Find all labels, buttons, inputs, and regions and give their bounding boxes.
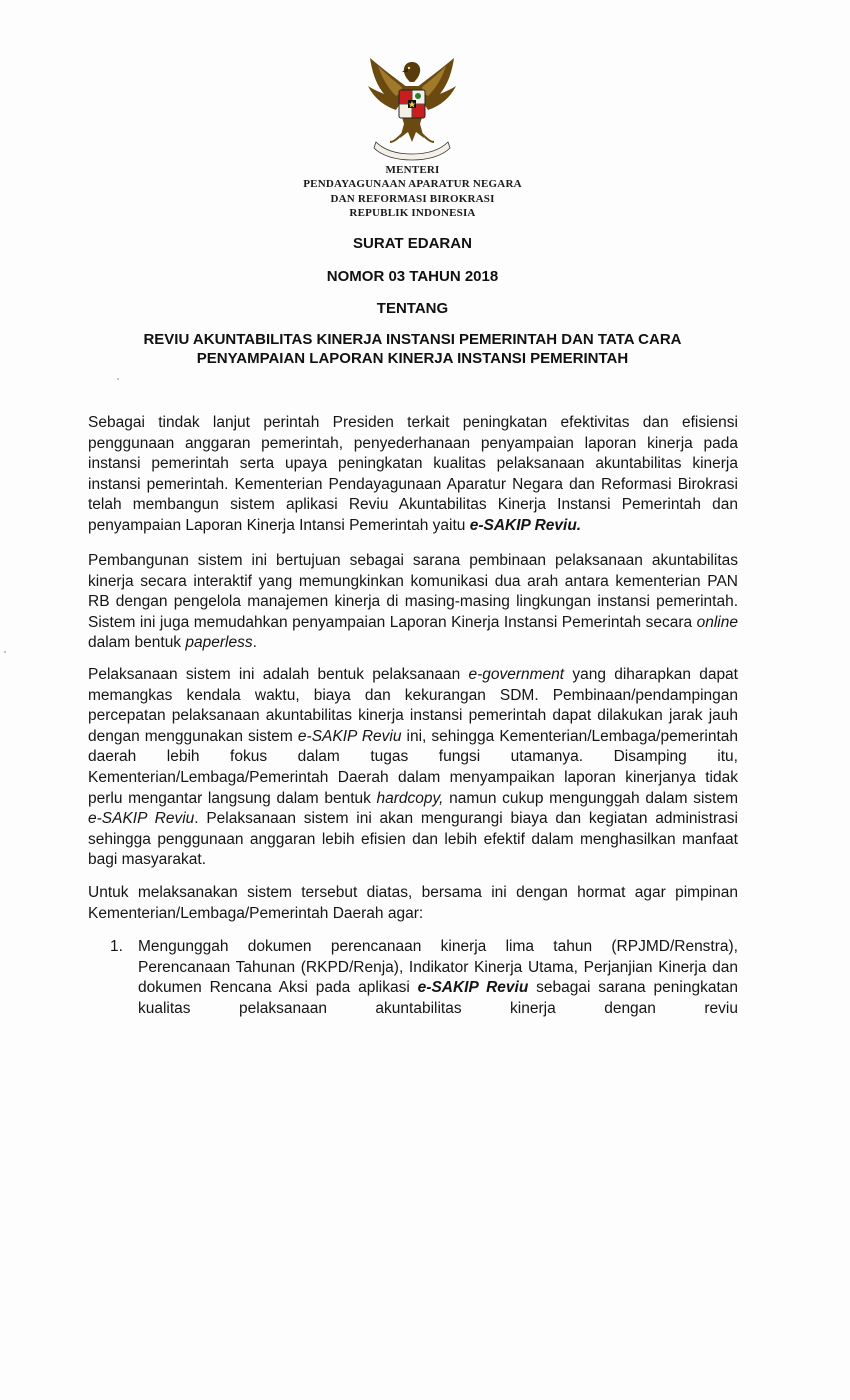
paragraph-4-text: Untuk melaksanakan sistem tersebut diatas, bersama ini dengan hormat agar pimpinan Kementerian/Lembaga/Pemerintah Daerah agar: bbox=[88, 884, 738, 922]
paragraph-2-text-a: Pembangunan sistem ini bertujuan sebagai sarana pembinaan pelaksanaan akuntabilitas kinerja secara interaktif yang memungkinkan komunikasi dua arah antara kementerian PAN RB dengan pengelola manajemen kinerja di masing-masing lingkungan instansi pemerintah. Sistem ini juga memudahkan penyampaian Laporan Kinerja Instansi Pemerintah secara bbox=[88, 552, 738, 631]
paragraph-3-text-a: Pelaksanaan sistem ini adalah bentuk pelaksanaan bbox=[88, 666, 469, 683]
ministry-line-1: MENTERI bbox=[385, 164, 440, 176]
esakip-reviu-emphasis: e-SAKIP Reviu. bbox=[469, 516, 582, 534]
document-number: NOMOR 03 TAHUN 2018 bbox=[326, 268, 499, 285]
paragraph-1 bbox=[88, 413, 738, 537]
list-item-1-text-a: Mengunggah dokumen perencanaan kinerja lima tahun (RPJMD/Renstra), Perencanaan Tahunan (RKPD/Renja), Indikator Kinerja Utama, Perjanjian Kinerja dan dokumen Rencana Aksi pada aplikasi bbox=[138, 938, 738, 997]
ministry-letterhead bbox=[0, 163, 825, 221]
paragraph-3-text-e: . Pelaksanaan sistem ini akan mengurangi biaya dan kegiatan administrasi sehingga penggunaan anggaran lebih efisien dan lebih efektif dalam menghasilkan manfaat bagi masyarakat. bbox=[88, 810, 738, 869]
paragraph-3-text-c: ini, sehingga Kementerian/Lembaga/pemerintah daerah lebih fokus dalam tugas fungsi utamanya. Disamping itu, Kementerian/Lembaga/Pemerintah Daerah dalam menyampaikan laporan kinerjanya tidak perlu mengantar langsung dalam bentuk bbox=[88, 727, 739, 807]
esakip-emphasis-2: e-SAKIP Reviu bbox=[88, 810, 195, 828]
document-about: TENTANG bbox=[376, 300, 449, 317]
subject-line-1: REVIU AKUNTABILITAS KINERJA INSTANSI PEMERINTAH DAN TATA CARA bbox=[143, 331, 682, 348]
subject-line-2: PENYAMPAIAN LAPORAN KINERJA INSTANSI PEMERINTAH bbox=[196, 350, 629, 367]
garuda-emblem-icon bbox=[362, 50, 462, 162]
paragraph-2 bbox=[88, 551, 738, 654]
ministry-line-2: PENDAYAGUNAAN APARATUR NEGARA bbox=[303, 178, 522, 191]
hardcopy-emphasis: hardcopy, bbox=[376, 789, 444, 807]
paragraph-3-text-b: yang diharapkan dapat memangkas kendala waktu, biaya dan kekurangan SDM. Pembinaan/pendampingan percepatan pelaksanaan akuntabilitas kinerja instansi pemerintah dapat dilakukan jarak jauh dengan menggunakan sistem bbox=[88, 666, 738, 745]
list-item-1-number: 1. bbox=[110, 938, 123, 955]
esakip-reviu-emphasis-2: e-SAKIP Reviu bbox=[417, 979, 529, 997]
ministry-line-3: DAN REFORMASI BIROKRASI bbox=[330, 192, 495, 205]
scan-speck bbox=[117, 378, 119, 380]
paragraph-4 bbox=[88, 883, 738, 924]
egovernment-emphasis: e-government bbox=[468, 666, 565, 683]
paragraph-1-text: Sebagai tindak lanjut perintah Presiden terkait peningkatan efektivitas dan efisiensi penggunaan anggaran pemerintah, penyederhanaan penyampaian laporan kinerja pada instansi pemerintah serta upaya peningkatan kualitas pelaksanaan akuntabilitas kinerja instansi pemerintah. Kementerian Pendayagunaan Aparatur Negara dan Reformasi Birokrasi telah membangun sistem aplikasi Reviu Akuntabilitas Kinerja Instansi Pemerintah dan penyampaian Laporan Kinerja Intansi Pemerintah yaitu bbox=[88, 414, 738, 534]
list-item-1-text bbox=[138, 937, 738, 1019]
paragraph-3 bbox=[88, 665, 738, 871]
document-subject bbox=[0, 330, 825, 368]
paragraph-3-text-d: namun cukup mengunggah dalam sistem bbox=[443, 789, 738, 807]
list-item-1-text-b: sebagai sarana peningkatan kualitas pelaksanaan akuntabilitas kinerja dengan reviu bbox=[138, 979, 738, 1017]
paperless-emphasis: paperless bbox=[185, 634, 253, 652]
paragraph-2-text-c: . bbox=[252, 634, 257, 652]
paragraph-2-text-b: dalam bentuk bbox=[88, 634, 186, 652]
online-emphasis: online bbox=[696, 613, 738, 631]
ministry-line-4: REPUBLIK INDONESIA bbox=[349, 207, 476, 220]
esakip-emphasis-1: e-SAKIP Reviu bbox=[297, 727, 402, 745]
scan-speck bbox=[4, 651, 6, 653]
document-type: SURAT EDARAN bbox=[353, 235, 472, 252]
